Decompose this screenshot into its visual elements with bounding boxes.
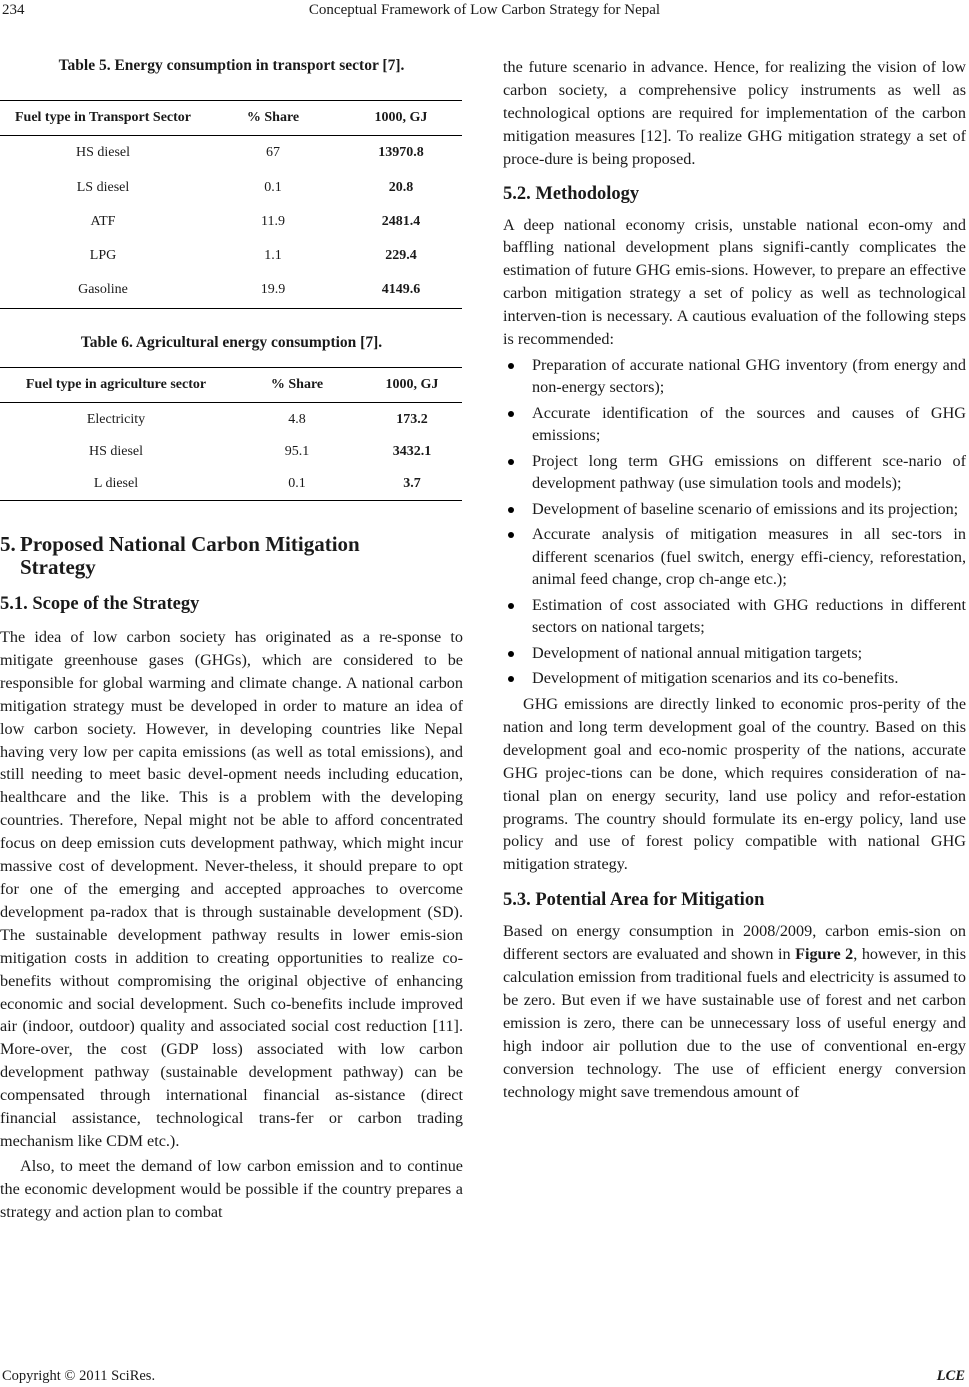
table-cell: ATF (90, 213, 116, 229)
list-item-text: Preparation of accurate national GHG inventory (from energy and non-energy sectors); (532, 355, 966, 397)
table-cell: 3432.1 (392, 444, 432, 459)
table6 (0, 367, 462, 501)
section-5-3-text-b: , however, in this calculation emission from traditional fuels and electricity is assumed to be zero. But even if we have sustainable use of forest and net carbon emission is zero, there can be unnecessary loss of useful energy and high indoor air pollution due to the use of conventional en-ergy conversion technology. The use of efficient energy conversion technology might save tremendous amount of (503, 945, 966, 1101)
table5-header-row (0, 101, 462, 136)
table-cell: 4149.6 (340, 273, 462, 309)
list-item-text: Development of national annual mitigation targets; (532, 643, 863, 662)
section-5-3-text-a: Based on energy consumption in 2008/2009, carbon emis-sion on different sectors are evaluated and shown in (503, 922, 966, 964)
table5-col-fuel: Fuel type in Transport Sector (0, 101, 206, 136)
list-item (503, 498, 966, 521)
list-item-text: Accurate identification of the sources and causes of GHG emissions; (532, 403, 966, 445)
table-cell: 2481.4 (381, 213, 421, 229)
table-cell: 3.7 (362, 468, 462, 501)
page-number: 234 (2, 2, 25, 18)
table-cell: L diesel (0, 468, 232, 501)
section-5-1-paragraph-1: The idea of low carbon society has originated as a re-sponse to mitigate greenhouse gases (GHGs), which are considered to be responsible for global warming and climate change. A national carbon mitigation strategy must be developed in order to mature an idea of low carbon society. However, in developing countries like Nepal having very low per capita emissions (as well as total emissions), and still needing to meet basic devel-opment needs including education, healthcare and the like. This is a problem with the developing countries. Therefore, Nepal might not be able to afford concentrated focus on deep emission cuts development pathway, which might incur massive cost of development. Never-theless, it should prepare to opt for one of the emerging and accepted approaches to overcome development pa-radox that is through sustainable development (SD). The sustainable development pathway results in lower emis-sion mitigation costs in addition to creating opportunities to realize co-benefits without compromising the original objective of enhancing economic and social development. Such co-benefits include improved air (indoor, outdoor) quality and associated social cost reduction [11]. More-over, the cost (GDP loss) associated with low carbon development pathway (sustainable development pathway) can be compensated through international financial as-sistance (direct financial assistance, technological trans-fer or carbon trading mechanism like CDM etc.). (0, 628, 463, 1150)
list-item-text: Development of baseline scenario of emissions and its projection; (532, 499, 959, 518)
list-item (503, 354, 966, 399)
figure-2-reference[interactable]: Figure 2 (795, 945, 854, 964)
page-header (0, 0, 969, 26)
methodology-steps-list (503, 354, 966, 690)
section-5-title-line1: Proposed National Carbon Mitigation (20, 532, 360, 556)
table-cell: HS diesel (75, 145, 131, 161)
table-cell: LS diesel (76, 179, 130, 195)
table-cell: HS diesel (88, 444, 144, 459)
table-cell: 19.9 (206, 273, 340, 309)
bullet-icon (508, 532, 514, 538)
table-row (0, 171, 462, 205)
table-cell: 0.1 (232, 468, 362, 501)
bullet-icon (508, 459, 514, 465)
bullet-icon (508, 363, 514, 369)
section-5-2-heading: 5.2. Methodology (503, 183, 640, 204)
table-cell: 0.1 (264, 179, 282, 195)
table6-col-share: % Share (232, 368, 362, 403)
table-cell: 20.8 (388, 179, 414, 195)
table-cell: 173.2 (396, 411, 428, 427)
list-item (503, 450, 966, 495)
bullet-icon (508, 603, 514, 609)
table5-col-share: % Share (206, 101, 340, 136)
table-cell: 1.1 (264, 247, 282, 263)
table-cell: Gasoline (0, 273, 206, 309)
section-5-3-heading: 5.3. Potential Area for Mitigation (503, 890, 765, 911)
list-item-text: Estimation of cost associated with GHG reductions in different sectors on national targets; (532, 595, 966, 637)
table-row (0, 403, 462, 437)
right-column (503, 56, 966, 1103)
table-cell: 11.9 (261, 213, 285, 229)
bullet-icon (508, 507, 514, 513)
list-item (503, 594, 966, 639)
table5-col-gj: 1000, GJ (340, 101, 462, 136)
list-item-text: Development of mitigation scenarios and its co-benefits. (532, 669, 899, 688)
table-cell: 229.4 (385, 247, 417, 263)
list-item-text: Project long term GHG emissions on different sce-nario of development pathway (use simulation tools and models); (532, 451, 966, 493)
table6-caption: Table 6. Agricultural energy consumption [7]. (80, 334, 383, 351)
section-5-1-paragraph-2: Also, to meet the demand of low carbon emission and to continue the economic development would be possible if the country prepares a strategy and action plan to combat (0, 1156, 463, 1221)
table-cell: LPG (89, 247, 117, 263)
section-5-heading (0, 533, 463, 579)
copyright-notice: Copyright © 2011 SciRes. (2, 1368, 156, 1384)
section-5-title-line2: Strategy (20, 555, 96, 579)
section-5-2-paragraph-1: A deep national economy crisis, unstable national econ-omy and baffling national development plans signifi-cantly complicates the estimation of future GHG emis-sions. However, to prepare an effective carbon mitigation strategy a set of policy as well as technological interven-tion is necessary. A cautious evaluation of the following steps is recommended: (503, 215, 966, 349)
bullet-icon (508, 676, 514, 682)
table-row (0, 437, 462, 468)
table-cell: Electricity (86, 411, 146, 427)
section-5-2-paragraph-2: GHG emissions are directly linked to economic pros-perity of the nation and long term development goal of the country. Based on this development goal and eco-nomic prosperity of the nations, accurate GHG projec-tions can be done, which requires consideration of na-tional plan on energy security, land use policy and refor-estation programs. The country should formulate its en-ergy policy, land use policy and use of forest policy compatible with national GHG mitigation strategy. (503, 694, 966, 874)
list-item (503, 523, 966, 591)
bullet-icon (508, 411, 514, 417)
table5-caption: Table 5. Energy consumption in transport sector [7]. (58, 57, 405, 74)
table-cell: 13970.8 (378, 145, 424, 161)
table-row (0, 273, 462, 309)
left-column (0, 44, 463, 1224)
list-item-text: Accurate analysis of mitigation measures in all sec-tors in different scenarios (fuel switch, energy effi-ciency, reforestation, animal feed change, crop ch-ange etc.); (532, 525, 966, 589)
table-row (0, 136, 462, 171)
table-row (0, 468, 462, 501)
running-title: Conceptual Framework of Low Carbon Strategy for Nepal (308, 2, 661, 18)
bullet-icon (508, 651, 514, 657)
table-row (0, 205, 462, 239)
table-cell: 95.1 (284, 444, 310, 459)
right-intro-paragraph: the future scenario in advance. Hence, for realizing the vision of low carbon society, a comprehensive policy instruments as well as technological options are required for implementation of the carbon mitigation measures [12]. To realize GHG mitigation strategy a set of proce-dure is being proposed. (503, 58, 966, 168)
table-cell: 4.8 (288, 411, 306, 427)
list-item (503, 667, 966, 690)
journal-abbreviation: LCE (936, 1368, 965, 1384)
table-cell: 67 (266, 145, 280, 161)
table6-header-row (0, 368, 462, 403)
section-5-3-paragraph (503, 920, 966, 1103)
section-5-number: 5. (0, 532, 16, 556)
list-item (503, 402, 966, 447)
table5 (0, 100, 462, 309)
list-item (503, 642, 966, 665)
table-row (0, 239, 462, 273)
table6-col-gj: 1000, GJ (362, 368, 462, 403)
table6-col-fuel: Fuel type in agriculture sector (0, 368, 232, 403)
section-5-1-heading: 5.1. Scope of the Strategy (0, 594, 200, 614)
